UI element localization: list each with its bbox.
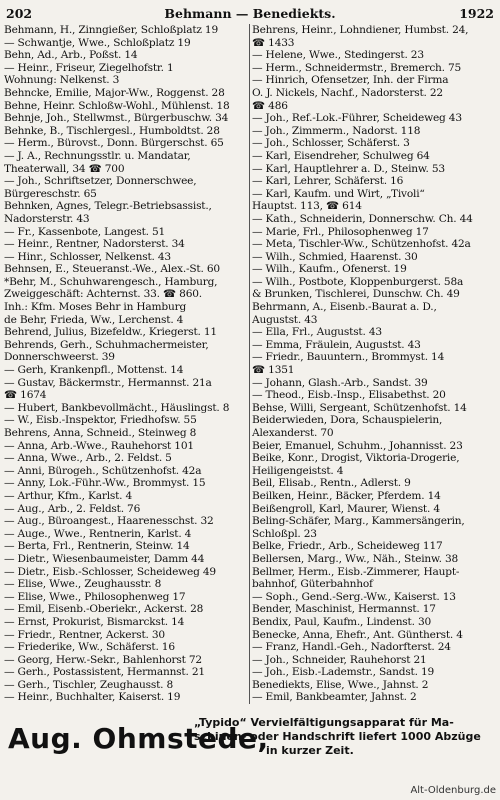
page-header	[6, 6, 494, 22]
ad-text-line: „Typido“ Vervielfältigungsapparat für Ma-	[194, 716, 454, 729]
directory-entry: — Gerh., Postassistent, Hermannst. 21	[4, 666, 205, 679]
directory-entry: — Emil, Bankbeamter, Jahnst. 2	[252, 691, 417, 704]
directory-entry: — Anny, Lok.-Führ.-Ww., Brommyst. 15	[4, 477, 206, 490]
directory-entry: Behrend, Julius, Bizefeldw., Kriegerst. 11	[4, 326, 217, 339]
column-divider	[249, 24, 250, 704]
directory-entry: Behnken, Agnes, Telegr.-Betriebsassist.,	[4, 200, 212, 213]
directory-entry: — Joh., Schriftsetzer, Donnerschwee,	[4, 175, 197, 188]
directory-entry: — Joh., Ref.-Lok.-Führer, Scheideweg 43	[252, 112, 462, 125]
directory-entry: — Joh., Zimmerm., Nadorst. 118	[252, 124, 421, 137]
directory-entry: — Auge., Wwe., Rentnerin, Karlst. 4	[4, 527, 192, 540]
directory-entry: Beißengroll, Karl, Maurer, Wienst. 4	[252, 502, 440, 515]
directory-entry: Nadorsterstr. 43	[4, 212, 90, 225]
directory-entry: & Brunken, Tischlerei, Dunschw. Ch. 49	[252, 288, 460, 301]
directory-entry: — Hinrich, Ofensetzer, Inh. der Firma	[252, 74, 449, 87]
directory-entry: Behse, Willi, Sergeant, Schützenhofst. 14	[252, 401, 467, 414]
directory-entry: Beilken, Heinr., Bäcker, Pferdem. 14	[252, 489, 441, 502]
directory-entry: — Aug., Büroangest., Haarenesschst. 32	[4, 515, 214, 528]
directory-entry: Benediekts, Elise, Wwe., Jahnst. 2	[252, 678, 429, 691]
directory-entry: ☎ 1433	[252, 36, 295, 49]
ad-text-line: in kurzer Zeit.	[266, 744, 354, 757]
directory-entry: Behrends, Gerh., Schuhmachermeister,	[4, 338, 209, 351]
ad-company-name: Aug. Ohmstede,	[8, 722, 269, 755]
directory-entry: — Joh., Eisb.-Lademstr., Sandst. 19	[252, 666, 435, 679]
directory-entry: — Helene, Wwe., Stedingerst. 23	[252, 49, 424, 62]
directory-entry: — Anna, Wwe., Arb., 2. Feldst. 5	[4, 452, 172, 465]
directory-entry: Bendix, Paul, Kaufm., Lindenst. 30	[252, 615, 432, 628]
directory-entry: Theaterwall, 34 ☎ 700	[4, 162, 125, 175]
directory-entry: — Karl, Kaufm. und Wirt, „Tivoli“	[252, 187, 425, 200]
directory-entry: — Herm., Schneidermstr., Bremerch. 75	[252, 61, 462, 74]
directory-entry: Heiligengeistst. 4	[252, 464, 344, 477]
directory-entry: — Soph., Gend.-Serg.-Ww., Kaiserst. 13	[252, 590, 456, 603]
directory-entry: — Joh., Schneider, Rauhehorst 21	[252, 653, 427, 666]
directory-entry: — Anna, Arb.-Wwe., Rauhehorst 101	[4, 439, 194, 452]
directory-entry: — Hinr., Schlosser, Nelkenst. 43	[4, 250, 171, 263]
directory-entry: — Theod., Eisb.-Insp., Elisabethst. 20	[252, 389, 446, 402]
directory-entry: Behnje, Joh., Stellwmst., Bürgerbuschw. 34	[4, 112, 229, 125]
directory-entry: — Ella, Frl., Augustst. 43	[252, 326, 382, 339]
directory-entry: Donnerschweerst. 39	[4, 351, 115, 364]
directory-entry: — Anni, Bürogeh., Schützenhofst. 42a	[4, 464, 202, 477]
directory-entry: Beil, Elisab., Rentn., Adlerst. 9	[252, 477, 411, 490]
directory-entry: — Karl, Eisendreher, Schulweg 64	[252, 149, 430, 162]
directory-entry: ☎ 1351	[252, 364, 295, 377]
directory-entry: Schloßpl. 23	[252, 527, 317, 540]
directory-entry: — Elise, Wwe., Zeughausstr. 8	[4, 578, 162, 591]
directory-entry: Behn, Ad., Arb., Poßst. 14	[4, 49, 138, 62]
left-column	[4, 24, 249, 704]
directory-entry: — Heinr., Friseur, Ziegelhofstr. 1	[4, 61, 174, 74]
directory-entry: Behne, Heinr. Schloßw-Wohl., Mühlenst. 18	[4, 99, 230, 112]
page-year: 1922	[459, 6, 494, 21]
directory-entry: Behncke, Emilie, Major-Ww., Roggenst. 28	[4, 86, 225, 99]
directory-entry: Beling-Schäfer, Marg., Kammersängerin,	[252, 515, 465, 528]
directory-entry: — Heinr., Rentner, Nadorsterst. 34	[4, 238, 185, 251]
directory-entry: — Berta, Frl., Rentnerin, Steinw. 14	[4, 540, 190, 553]
directory-entry: — Friedr., Bauuntern., Brommyst. 14	[252, 351, 445, 364]
directory-entry: Behrens, Anna, Schneid., Steinweg 8	[4, 427, 197, 439]
directory-entry: de Behr, Frieda, Ww., Lerchenst. 4	[4, 313, 184, 326]
directory-entry: — Wilh., Postbote, Kloppenburgerst. 58a	[252, 275, 464, 288]
directory-entry: Beike, Konr., Drogist, Viktoria-Drogerie,	[252, 452, 460, 465]
directory-entry: — Wilh., Schmied, Haarenst. 30	[252, 250, 418, 263]
directory-entry: — Fr., Kassenbote, Langest. 51	[4, 225, 166, 238]
directory-entry: — Wilh., Kaufm., Ofenerst. 19	[252, 263, 407, 276]
directory-entry: O. J. Nickels, Nachf., Nadorsterst. 22	[252, 86, 443, 99]
right-column	[252, 24, 497, 704]
directory-entry: — Emma, Fräulein, Augustst. 43	[252, 338, 421, 351]
ad-text-line: schinen- oder Handschrift liefert 1000 Abzüge	[194, 730, 481, 743]
directory-entry: — Ernst, Prokurist, Bismarckst. 14	[4, 615, 185, 628]
directory-entry: — Herm., Bürovst., Donn. Bürgerschst. 65	[4, 137, 224, 150]
directory-entry: — Karl, Hauptlehrer a. D., Steinw. 53	[252, 162, 445, 175]
directory-entry: Behnsen, E., Steueranst.-We., Alex.-St. 60	[4, 263, 220, 276]
directory-entry: Beiderwieden, Dora, Schauspielerin,	[252, 414, 443, 427]
directory-entry: Behmann, H., Zinngießer, Schloßplatz 19	[4, 24, 219, 36]
directory-entry: Behnke, B., Tischlergesl., Humboldtst. 28	[4, 124, 220, 137]
directory-entry: — Emil, Eisenb.-Oberiekr., Ackerst. 28	[4, 603, 204, 616]
directory-entry: Bender, Maschinist, Hermannst. 17	[252, 603, 436, 616]
directory-entry: Inh.: Kfm. Moses Behr in Hamburg	[4, 301, 187, 314]
directory-entry: — Kath., Schneiderin, Donnerschw. Ch. 44	[252, 212, 473, 225]
directory-entry: — Marie, Frl., Philosophenweg 17	[252, 225, 429, 238]
directory-entry: — Friedr., Rentner, Ackerst. 30	[4, 628, 165, 641]
watermark: Alt-Oldenburg.de	[410, 785, 496, 796]
directory-entry: ☎ 486	[252, 99, 288, 112]
directory-entry: — J. A., Rechnungsstlr. u. Mandatar,	[4, 149, 191, 162]
directory-entry: Bellersen, Marg., Ww., Näh., Steinw. 38	[252, 552, 459, 565]
directory-entry: Zweiggeschäft: Achternst. 33. ☎ 860.	[4, 288, 202, 301]
directory-entry: Beier, Emanuel, Schuhm., Johannisst. 23	[252, 439, 463, 452]
directory-entry: Bürgereschstr. 65	[4, 187, 97, 200]
directory-entry: Wohnung: Nelkenst. 3	[4, 74, 120, 87]
directory-entry: — Georg, Herw.-Sekr., Bahlenhorst 72	[4, 653, 202, 666]
directory-entry: — Hubert, Bankbevollmächt., Häuslingst. 8	[4, 401, 230, 414]
page-number: 202	[6, 6, 33, 21]
directory-entry: — Friederike, Ww., Schäferst. 16	[4, 641, 175, 654]
directory-entry: — Aug., Arb., 2. Feldst. 76	[4, 502, 141, 515]
directory-entry: Belke, Friedr., Arb., Scheideweg 117	[252, 540, 443, 553]
directory-entry: — Karl, Lehrer, Schäferst. 16	[252, 175, 404, 188]
directory-entry: Augustst. 43	[252, 313, 318, 326]
directory-entry: Hauptst. 113, ☎ 614	[252, 200, 362, 213]
directory-entry: Behrens, Heinr., Lohndiener, Humbst. 24,	[252, 24, 469, 36]
directory-entry: bahnhof, Güterbahnhof	[252, 578, 373, 591]
directory-entry: — Schwantje, Wwe., Schloßplatz 19	[4, 36, 191, 49]
directory-entry: — W., Eisb.-Inspektor, Friedhofsw. 55	[4, 414, 197, 427]
directory-entry: — Dietr., Wiesenbaumeister, Damm 44	[4, 552, 205, 565]
directory-entry: Alexanderst. 70	[252, 427, 334, 439]
directory-entry: Behrmann, A., Eisenb.-Baurat a. D.,	[252, 301, 437, 314]
directory-entry: Benecke, Anna, Ehefr., Ant. Güntherst. 4	[252, 628, 463, 641]
directory-entry: — Elise, Wwe., Philosophenweg 17	[4, 590, 186, 603]
directory-entry: *Behr, M., Schuhwarengesch., Hamburg,	[4, 275, 218, 288]
directory-entry: — Gerh, Krankenpfl., Mottenst. 14	[4, 364, 184, 377]
directory-entry: — Franz, Handl.-Geh., Nadorfterst. 24	[252, 641, 451, 654]
directory-entry: — Gerh., Tischler, Zeughausst. 8	[4, 678, 174, 691]
directory-entry: — Meta, Tischler-Ww., Schützenhofst. 42a	[252, 238, 471, 251]
directory-entry: Bellmer, Herm., Eisb.-Zimmerer, Haupt-	[252, 565, 460, 578]
directory-entry: — Johann, Glash.-Arb., Sandst. 39	[252, 376, 428, 389]
directory-entry: — Heinr., Buchhalter, Kaiserst. 19	[4, 691, 181, 704]
directory-entry: — Dietr., Eisb.-Schlosser, Scheideweg 49	[4, 565, 216, 578]
directory-entry: — Arthur, Kfm., Karlst. 4	[4, 489, 133, 502]
advertisement	[4, 710, 496, 780]
directory-entry: — Joh., Schlosser, Schäferst. 3	[252, 137, 410, 150]
directory-entry: ☎ 1674	[4, 389, 47, 402]
page-title: Behmann — Benediekts.	[164, 6, 336, 21]
directory-entry: — Gustav, Bäckermstr., Hermannst. 21a	[4, 376, 212, 389]
